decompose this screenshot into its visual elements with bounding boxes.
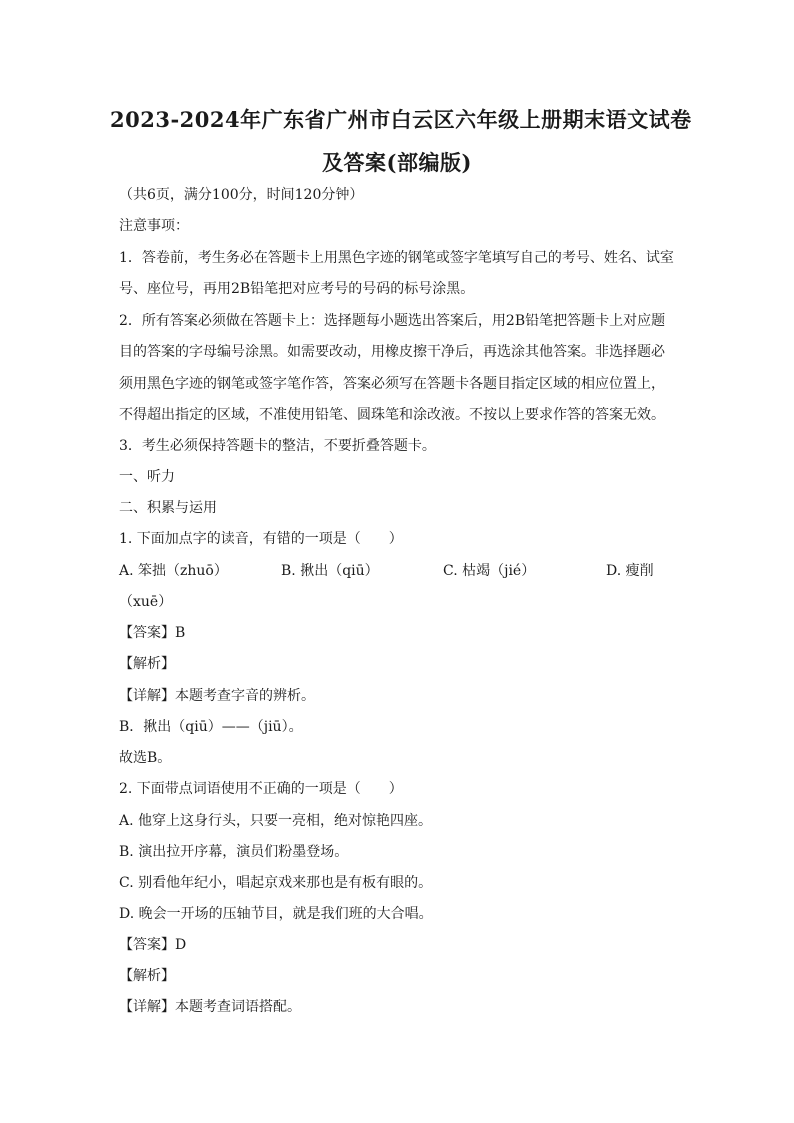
q1-conclusion: 故选B。 bbox=[119, 750, 172, 766]
q1-stem: 1. 下面加点字的读音，有错的一项是（ ） bbox=[119, 531, 403, 547]
section-listening: 一、听力 bbox=[119, 469, 175, 485]
q2-stem: 2. 下面带点词语使用不正确的一项是（ ） bbox=[119, 781, 403, 797]
doc-title-line2: 及答案(部编版) bbox=[322, 150, 472, 175]
notice-2-line-3: 须用黑色字迹的钢笔或签字笔作答，答案必须写在答题卡各题目指定区域的相应位置上， bbox=[119, 376, 665, 392]
section-accumulation: 二、积累与运用 bbox=[119, 500, 217, 516]
q1-detail: 【详解】本题考查字音的辨析。 bbox=[119, 688, 315, 704]
notice-2-line-2: 目的答案的字母编号涂黑。如需要改动，用橡皮擦干净后，再选涂其他答案。非选择题必 bbox=[119, 344, 665, 360]
q1-option-d-pinyin: （xuē） bbox=[119, 594, 173, 610]
doc-title-line1: 2023-2024年广东省广州市白云区六年级上册期末语文试卷 bbox=[110, 107, 692, 132]
exam-info: （共6页，满分100分，时间120分钟） bbox=[119, 187, 364, 203]
q2-detail: 【详解】本题考查词语搭配。 bbox=[119, 999, 301, 1015]
notice-heading: 注意事项： bbox=[119, 218, 189, 234]
q1-option-b: B. 揪出（qiū） bbox=[281, 563, 379, 579]
q2-answer: 【答案】D bbox=[119, 937, 187, 953]
q2-option-b: B. 演出拉开序幕，演员们粉墨登场。 bbox=[119, 844, 349, 860]
notice-1-line-1: 1．答卷前，考生务必在答题卡上用黑色字迹的钢笔或签字笔填写自己的考号、姓名、试室 bbox=[119, 250, 674, 266]
notice-3: 3．考生必须保持答题卡的整洁，不要折叠答题卡。 bbox=[119, 438, 436, 454]
notice-2-line-4: 不得超出指定的区域，不准使用铅笔、圆珠笔和涂改液。不按以上要求作答的答案无效。 bbox=[119, 407, 665, 423]
q1-detail-b: B．揪出（qiū）——（jiū）。 bbox=[119, 719, 303, 735]
q1-analysis: 【解析】 bbox=[119, 656, 175, 672]
q2-option-a: A. 他穿上这身行头，只要一亮相，绝对惊艳四座。 bbox=[119, 813, 433, 829]
q2-option-d: D. 晚会一开场的压轴节目，就是我们班的大合唱。 bbox=[119, 906, 433, 922]
q1-option-c: C. 枯竭（jié） bbox=[443, 563, 536, 579]
q1-option-d: D. 瘦削 bbox=[606, 563, 654, 579]
q2-analysis: 【解析】 bbox=[119, 968, 175, 984]
q1-option-a: A. 笨拙（zhuō） bbox=[119, 563, 228, 579]
q2-option-c: C. 别看他年纪小，唱起京戏来那也是有板有眼的。 bbox=[119, 875, 433, 891]
notice-1-line-2: 号、座位号，再用2B铅笔把对应考号的号码的标号涂黑。 bbox=[119, 281, 475, 297]
q1-answer: 【答案】B bbox=[119, 625, 186, 641]
notice-2-line-1: 2．所有答案必须做在答题卡上：选择题每小题选出答案后，用2B铅笔把答题卡上对应题 bbox=[119, 313, 666, 329]
